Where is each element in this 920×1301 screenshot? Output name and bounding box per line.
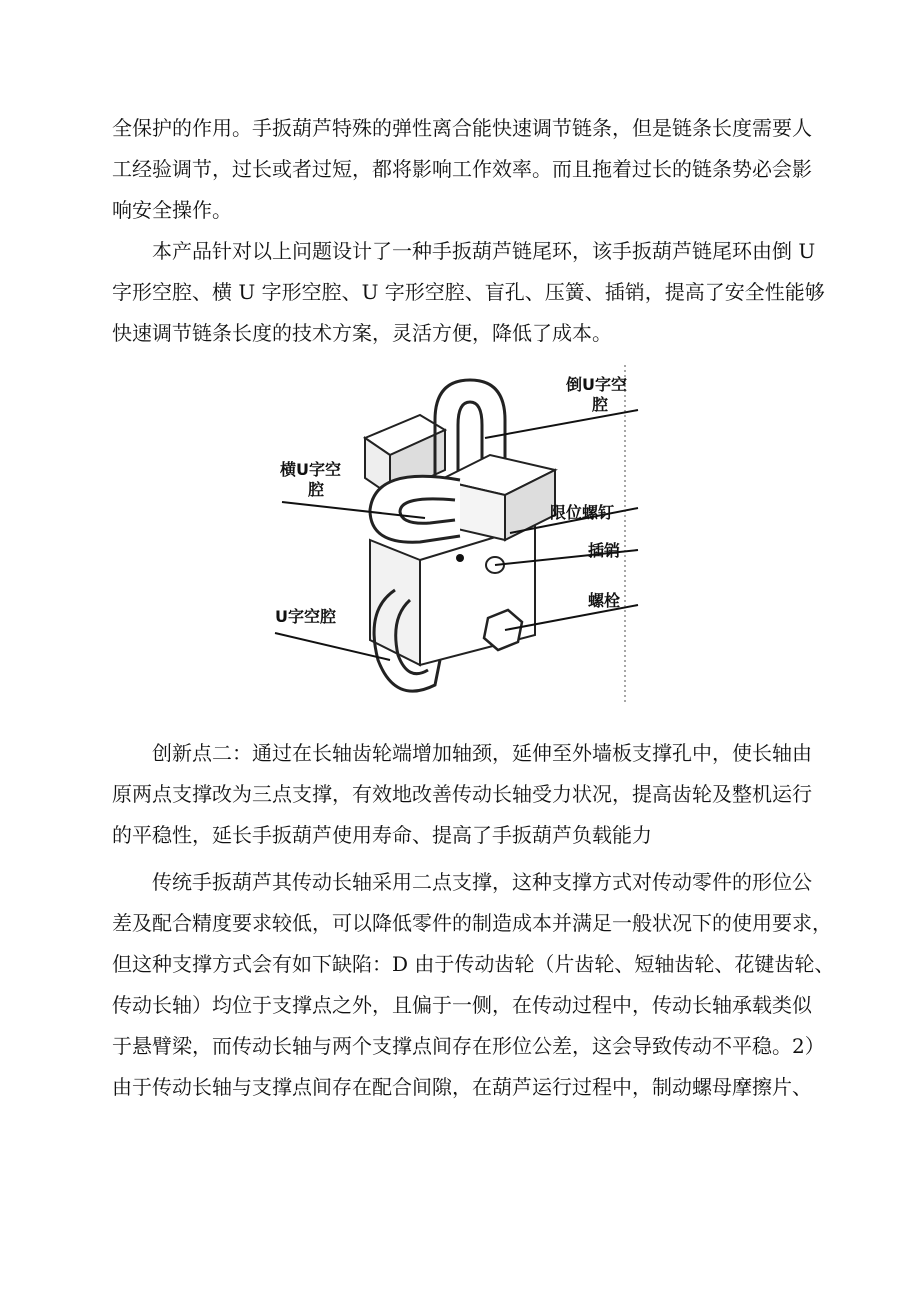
text-line: 快速调节链条长度的技术方案，灵活方便，降低了成本。: [112, 321, 612, 345]
text-line: 创新点二：通过在长轴齿轮端增加轴颈，延伸至外墙板支撑孔中，使长轴由: [152, 741, 812, 765]
label-u-cavity: U字空腔: [275, 607, 336, 626]
paragraph-4: [112, 862, 835, 1108]
paragraph-3: [112, 733, 817, 856]
text-line: 于悬臂梁，而传动长轴与两个支撑点间存在形位公差，这会导致传动不平稳。2）: [112, 1034, 825, 1058]
label-horizontal-u-cavity-2: 腔: [308, 480, 325, 499]
label-inverted-u-cavity-2: 腔: [592, 395, 609, 414]
text-line: 字形空腔、横 U 字形空腔、U 字形空腔、盲孔、压簧、插销，提高了安全性能够: [112, 280, 825, 304]
label-pin: 插销: [588, 541, 621, 560]
label-limit-screw: 限位螺钉: [550, 503, 615, 522]
text-line: 全保护的作用。手扳葫芦特殊的弹性离合能快速调节链条，但是链条长度需要人: [112, 116, 812, 140]
horizontal-u-loop-shape: [370, 476, 460, 542]
text-line: 的平稳性，延长手扳葫芦使用寿命、提高了手扳葫芦负载能力: [112, 823, 652, 847]
bolt-shape: [484, 610, 522, 650]
text-line: 但这种支撑方式会有如下缺陷：D 由于传动齿轮（片齿轮、短轴齿轮、花键齿轮、: [112, 952, 835, 976]
text-line: 本产品针对以上问题设计了一种手扳葫芦链尾环，该手扳葫芦链尾环由倒 U: [152, 239, 816, 263]
label-inverted-u-cavity: 倒U字空: [566, 375, 627, 394]
text-line: 工经验调节，过长或者过短，都将影响工作效率。而且拖着过长的链条势必会影: [112, 157, 812, 181]
paragraph-1: [112, 108, 817, 231]
blind-hole-shape: [456, 554, 464, 562]
paragraph-2: [112, 231, 825, 354]
text-line: 传统手扳葫芦其传动长轴采用二点支撑，这种支撑方式对传动零件的形位公: [152, 870, 812, 894]
label-bolt: 螺栓: [588, 591, 621, 610]
chain-tail-ring-diagram: [270, 360, 650, 715]
label-horizontal-u-cavity: 横U字空: [280, 460, 341, 479]
text-line: 差及配合精度要求较低，可以降低零件的制造成本并满足一般状况下的使用要求，: [112, 911, 832, 935]
text-line: 原两点支撑改为三点支撑，有效地改善传动长轴受力状况，提高齿轮及整机运行: [112, 782, 812, 806]
text-line: 响安全操作。: [112, 198, 232, 222]
text-line: 传动长轴）均位于支撑点之外，且偏于一侧，在传动过程中，传动长轴承载类似: [112, 993, 812, 1017]
text-line: 由于传动长轴与支撑点间存在配合间隙，在葫芦运行过程中，制动螺母摩擦片、: [112, 1075, 812, 1099]
